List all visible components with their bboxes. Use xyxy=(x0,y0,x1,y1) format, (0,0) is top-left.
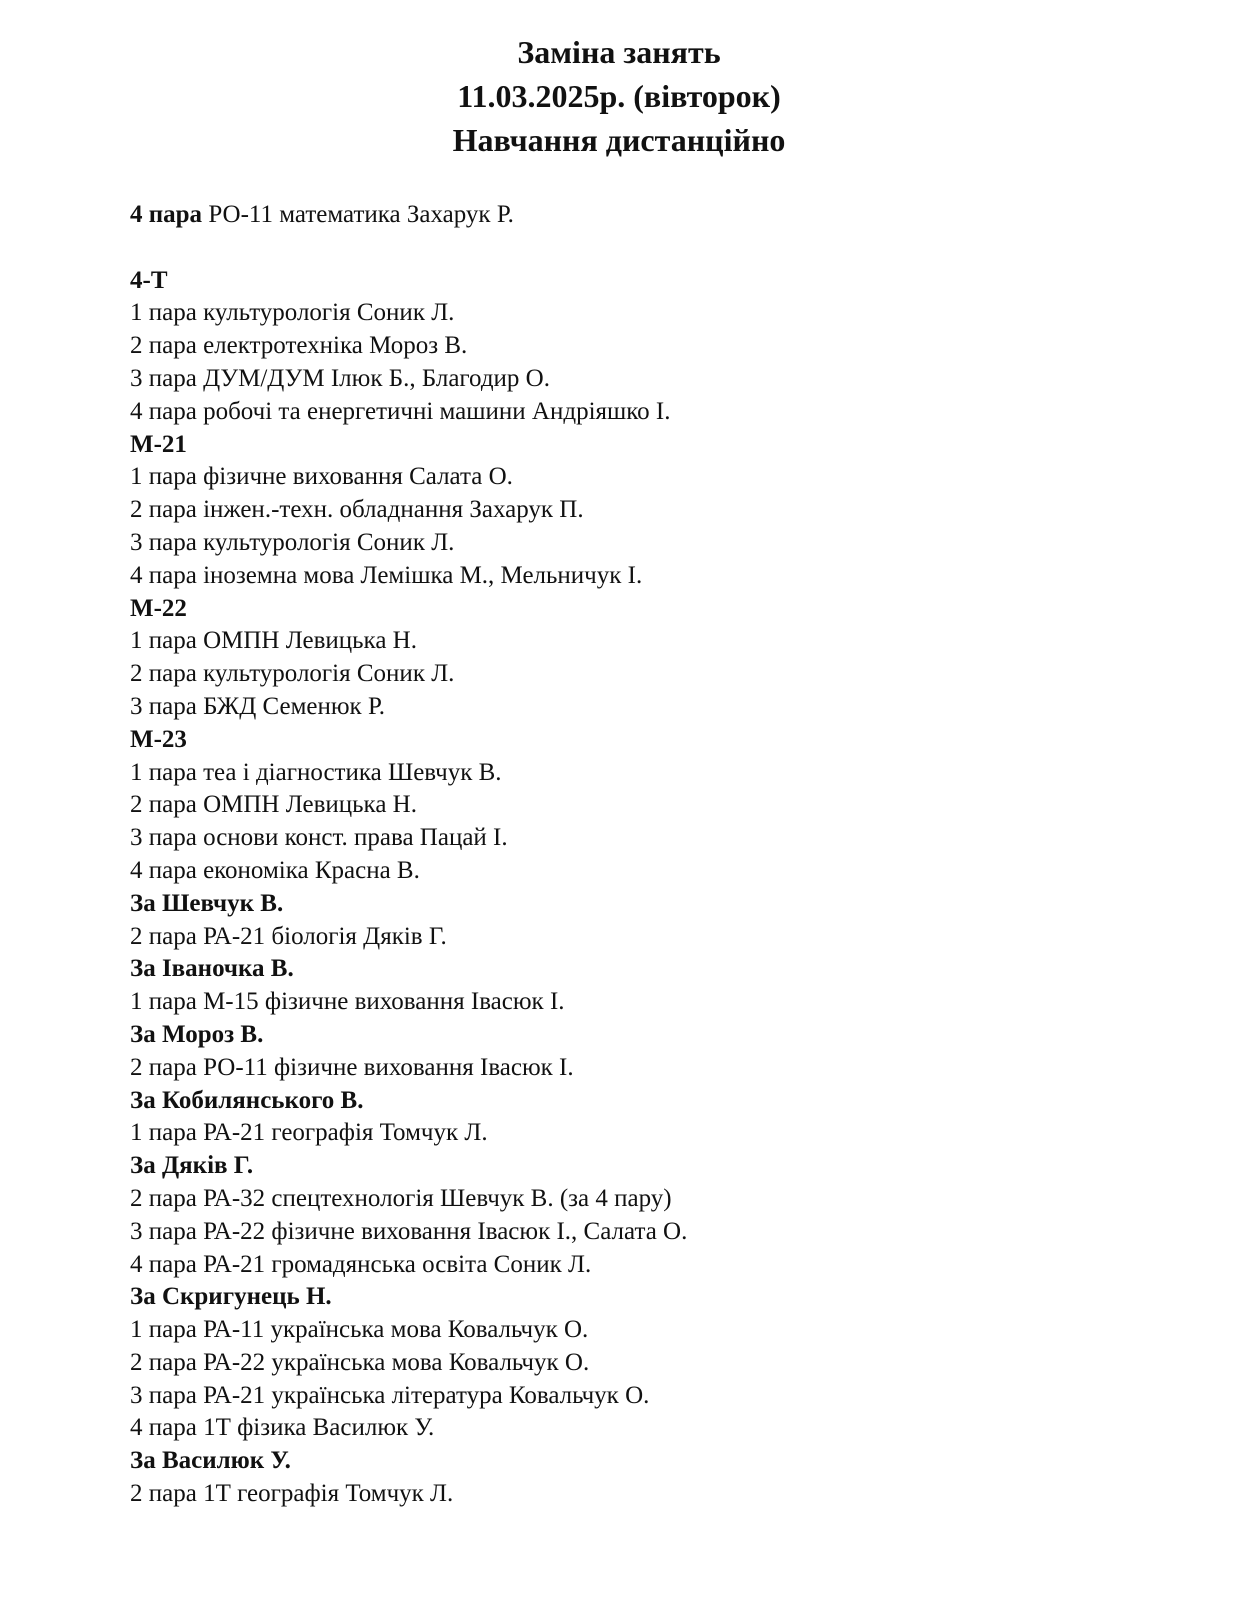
schedule-line: 2 пара ОМПН Левицька Н. xyxy=(130,791,417,819)
group-heading: 4-Т xyxy=(130,266,168,294)
group-heading: М-21 xyxy=(130,430,187,458)
document-header xyxy=(0,30,1238,162)
schedule-body xyxy=(130,199,1210,1511)
schedule-line: 2 пара РА-32 спецтехнологія Шевчук В. (за 4 пару) xyxy=(130,1184,672,1212)
lead-text: РО-11 математика Захарук Р. xyxy=(202,201,514,228)
group-heading: За Мороз В. xyxy=(130,1020,264,1048)
schedule-line: 2 пара РА-22 українська мова Ковальчук О. xyxy=(130,1348,590,1376)
schedule-line: 1 пара РА-11 українська мова Ковальчук О. xyxy=(130,1316,589,1344)
schedule-line: 1 пара теа і діагностика Шевчук В. xyxy=(130,758,502,786)
study-mode: Навчання дистанційно xyxy=(452,122,786,158)
schedule-line: 3 пара БЖД Семенюк Р. xyxy=(130,692,385,720)
group-heading: За Шевчук В. xyxy=(130,889,284,917)
group-heading: М-23 xyxy=(130,725,187,753)
lead-line xyxy=(130,199,1210,232)
page-date: 11.03.2025р. (вівторок) xyxy=(457,78,781,114)
group-heading: М-22 xyxy=(130,594,187,622)
schedule-line: 1 пара культурологія Соник Л. xyxy=(130,299,455,327)
lead-pair: 4 пара xyxy=(130,201,203,228)
schedule-line: 3 пара ДУМ/ДУМ Ілюк Б., Благодир О. xyxy=(130,364,550,392)
spacer xyxy=(130,232,1210,265)
schedule-line: 4 пара 1Т фізика Василюк У. xyxy=(130,1414,435,1442)
schedule-line: 1 пара ОМПН Левицька Н. xyxy=(130,627,417,655)
group-heading: За Василюк У. xyxy=(130,1447,291,1475)
schedule-line: 4 пара робочі та енергетичні машини Андріяшко І. xyxy=(130,397,671,425)
schedule-line: 1 пара РА-21 географія Томчук Л. xyxy=(130,1119,488,1147)
group-heading: За Скригунець Н. xyxy=(130,1283,332,1311)
schedule-line: 4 пара економіка Красна В. xyxy=(130,856,420,884)
schedule-line: 4 пара іноземна мова Лемішка М., Мельничук І. xyxy=(130,561,643,589)
schedule-line: 1 пара М-15 фізичне виховання Івасюк І. xyxy=(130,988,565,1016)
schedule-line: 2 пара РА-21 біологія Дяків Г. xyxy=(130,922,447,950)
groups-list xyxy=(130,265,1210,1511)
schedule-line: 2 пара 1Т географія Томчук Л. xyxy=(130,1480,454,1508)
page-title: Заміна занять xyxy=(517,34,721,70)
schedule-line: 3 пара РА-21 українська література Ковальчук О. xyxy=(130,1381,650,1409)
group-heading: За Іваночка В. xyxy=(130,955,294,983)
schedule-line: 2 пара культурологія Соник Л. xyxy=(130,660,455,688)
schedule-line: 3 пара РА-22 фізичне виховання Івасюк І., Салата О. xyxy=(130,1217,688,1245)
schedule-line: 1 пара фізичне виховання Салата О. xyxy=(130,463,513,491)
schedule-line: 2 пара РО-11 фізичне виховання Івасюк І. xyxy=(130,1053,574,1081)
schedule-line: 2 пара електротехніка Мороз В. xyxy=(130,332,468,360)
schedule-line: 3 пара культурологія Соник Л. xyxy=(130,528,455,556)
schedule-line: 3 пара основи конст. права Пацай І. xyxy=(130,824,508,852)
group-heading: За Дяків Г. xyxy=(130,1152,254,1180)
schedule-line: 2 пара інжен.-техн. обладнання Захарук П. xyxy=(130,496,584,524)
schedule-line: 4 пара РА-21 громадянська освіта Соник Л. xyxy=(130,1250,592,1278)
group-heading: За Кобилянського В. xyxy=(130,1086,364,1114)
